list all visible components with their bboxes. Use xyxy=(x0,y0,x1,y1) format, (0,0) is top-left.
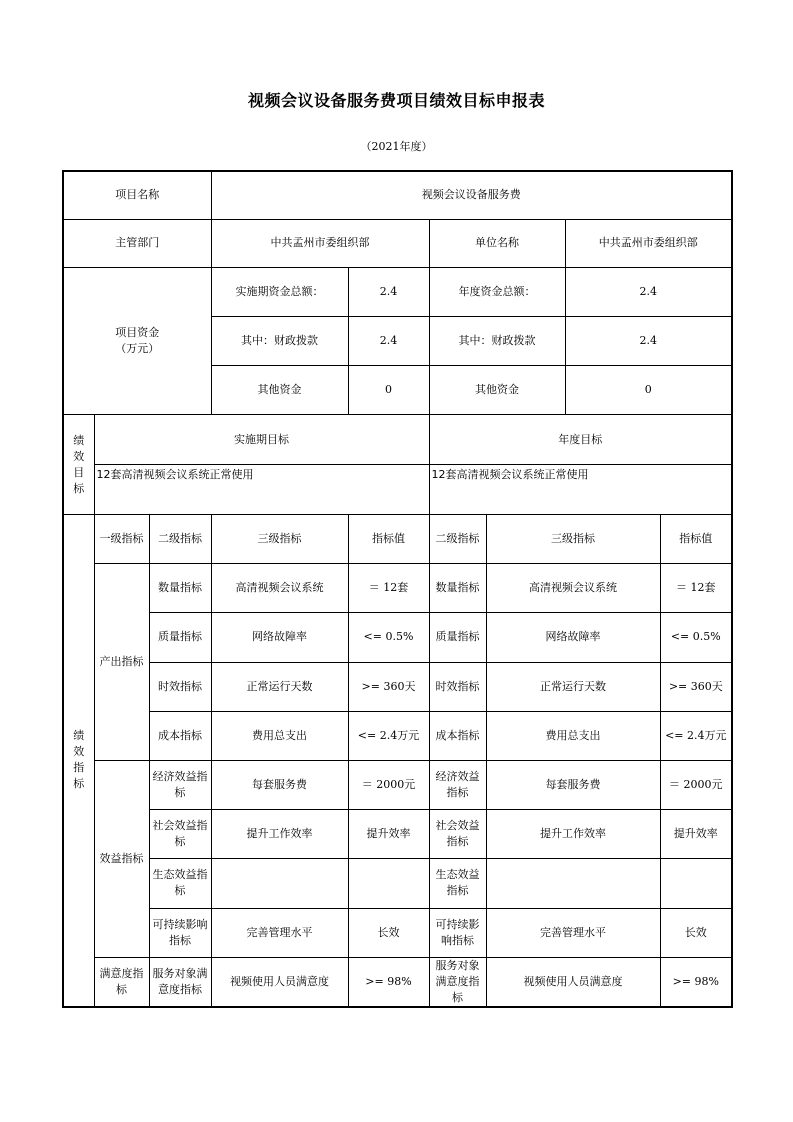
indicator-level3-annual xyxy=(486,859,660,908)
indicator-level2: 质量指标 xyxy=(149,613,211,662)
indicator-level2: 经济效益指标 xyxy=(149,760,211,809)
indicator-level3: 正常运行天数 xyxy=(211,662,348,711)
indicator-value: 长效 xyxy=(348,908,429,957)
header-level2-annual: 二级指标 xyxy=(429,514,486,563)
funds-row-total xyxy=(63,267,732,316)
indicator-level3-annual: 正常运行天数 xyxy=(486,662,660,711)
indicator-level3: 高清视频会议系统 xyxy=(211,564,348,613)
goals-header-row xyxy=(63,415,732,464)
indicator-value: ＝ 2000元 xyxy=(348,760,429,809)
indicator-row xyxy=(63,564,732,613)
benefit-group-label: 效益指标 xyxy=(94,760,149,957)
indicator-level3-annual: 完善管理水平 xyxy=(486,908,660,957)
indicator-value-annual: ＝ 12套 xyxy=(660,564,732,613)
indicator-value: ＝ 12套 xyxy=(348,564,429,613)
funds-value-a: 2.4 xyxy=(348,317,429,366)
indicator-level2-annual: 数量指标 xyxy=(429,564,486,613)
indicator-level2: 生态效益指标 xyxy=(149,859,211,908)
indicator-row xyxy=(63,760,732,809)
period-goal-text: 12套高清视频会议系统正常使用 xyxy=(94,464,429,514)
department-label: 主管部门 xyxy=(63,219,211,267)
year-label: （2021年度） xyxy=(360,140,433,153)
department-value: 中共孟州市委组织部 xyxy=(211,219,429,267)
indicator-level3-annual: 高清视频会议系统 xyxy=(486,564,660,613)
funds-label-a: 实施期资金总额： xyxy=(211,267,348,316)
indicator-level2-annual: 质量指标 xyxy=(429,613,486,662)
indicator-level2-annual: 经济效益指标 xyxy=(429,760,486,809)
funds-label-a: 其中：财政拨款 xyxy=(211,317,348,366)
goals-label: 绩 效 目 标 xyxy=(63,415,94,514)
output-group-label: 产出指标 xyxy=(94,564,149,761)
indicator-row xyxy=(63,859,732,908)
indicator-value-annual: 长效 xyxy=(660,908,732,957)
project-name-row xyxy=(63,171,732,219)
page-title: 视频会议设备服务费项目绩效目标申报表 xyxy=(247,91,545,110)
indicator-row xyxy=(63,711,732,760)
funds-unit: （万元） xyxy=(115,342,160,356)
indicator-level3: 完善管理水平 xyxy=(211,908,348,957)
indicator-value: >= 98% xyxy=(348,957,429,1007)
header-level3-annual: 三级指标 xyxy=(486,514,660,563)
indicator-level2-annual: 生态效益指标 xyxy=(429,859,486,908)
indicator-row xyxy=(63,957,732,1007)
indicator-level2: 数量指标 xyxy=(149,564,211,613)
project-name-value: 视频会议设备服务费 xyxy=(211,171,732,219)
indicator-level3-annual: 费用总支出 xyxy=(486,711,660,760)
header-level3: 三级指标 xyxy=(211,514,348,563)
indicator-level2: 成本指标 xyxy=(149,711,211,760)
indicator-level3-annual: 每套服务费 xyxy=(486,760,660,809)
unit-name-label: 单位名称 xyxy=(429,219,565,267)
funds-value-a: 0 xyxy=(348,366,429,415)
funds-value-b: 2.4 xyxy=(565,267,732,316)
indicators-label: 绩 效 指 标 xyxy=(63,514,94,1007)
satisfaction-group-label: 满意度指标 xyxy=(94,957,149,1007)
indicator-value-annual: <= 0.5% xyxy=(660,613,732,662)
funds-label: 项目资金 xyxy=(115,326,160,340)
indicator-level3: 视频使用人员满意度 xyxy=(211,957,348,1007)
indicator-row xyxy=(63,810,732,859)
funds-label-b: 年度资金总额： xyxy=(429,267,565,316)
indicator-level3: 提升工作效率 xyxy=(211,810,348,859)
funds-value-a: 2.4 xyxy=(348,267,429,316)
indicator-value-annual: ＝ 2000元 xyxy=(660,760,732,809)
indicator-value-annual: >= 360天 xyxy=(660,662,732,711)
indicator-value: <= 2.4万元 xyxy=(348,711,429,760)
indicator-value xyxy=(348,859,429,908)
indicator-level2-annual: 时效指标 xyxy=(429,662,486,711)
indicator-row xyxy=(63,908,732,957)
indicator-header-row xyxy=(63,514,732,563)
header-level2: 二级指标 xyxy=(149,514,211,563)
indicator-value-annual: >= 98% xyxy=(660,957,732,1007)
annual-goal-text: 12套高清视频会议系统正常使用 xyxy=(429,464,732,514)
indicator-level3: 费用总支出 xyxy=(211,711,348,760)
indicator-level3-annual: 视频使用人员满意度 xyxy=(486,957,660,1007)
indicator-level2-annual: 服务对象满意度指标 xyxy=(429,957,486,1007)
indicator-level3-annual: 提升工作效率 xyxy=(486,810,660,859)
funds-label-a: 其他资金 xyxy=(211,366,348,415)
funds-value-b: 0 xyxy=(565,366,732,415)
indicator-level2-annual: 社会效益指标 xyxy=(429,810,486,859)
annual-goal-header: 年度目标 xyxy=(429,415,732,464)
performance-form-table xyxy=(62,170,733,1008)
period-goal-header: 实施期目标 xyxy=(94,415,429,464)
unit-name-value: 中共孟州市委组织部 xyxy=(565,219,732,267)
department-row xyxy=(63,219,732,267)
indicator-level2-annual: 成本指标 xyxy=(429,711,486,760)
indicator-level2-annual: 可持续影响指标 xyxy=(429,908,486,957)
funds-label-cell xyxy=(63,267,211,415)
indicator-value: 提升效率 xyxy=(348,810,429,859)
indicator-level2: 服务对象满意度指标 xyxy=(149,957,211,1007)
indicator-level3: 每套服务费 xyxy=(211,760,348,809)
goals-content-row xyxy=(63,464,732,514)
indicator-level2: 社会效益指标 xyxy=(149,810,211,859)
header-level1: 一级指标 xyxy=(94,514,149,563)
header-value-annual: 指标值 xyxy=(660,514,732,563)
indicator-value: <= 0.5% xyxy=(348,613,429,662)
funds-label-b: 其他资金 xyxy=(429,366,565,415)
indicator-value: >= 360天 xyxy=(348,662,429,711)
indicator-level3: 网络故障率 xyxy=(211,613,348,662)
funds-label-b: 其中：财政拨款 xyxy=(429,317,565,366)
indicator-level3 xyxy=(211,859,348,908)
funds-value-b: 2.4 xyxy=(565,317,732,366)
indicator-row xyxy=(63,662,732,711)
indicator-level3-annual: 网络故障率 xyxy=(486,613,660,662)
indicator-value-annual: 提升效率 xyxy=(660,810,732,859)
indicator-row xyxy=(63,613,732,662)
project-name-label: 项目名称 xyxy=(63,171,211,219)
header-value: 指标值 xyxy=(348,514,429,563)
indicator-value-annual xyxy=(660,859,732,908)
indicator-level2: 时效指标 xyxy=(149,662,211,711)
indicator-level2: 可持续影响指标 xyxy=(149,908,211,957)
indicator-value-annual: <= 2.4万元 xyxy=(660,711,732,760)
